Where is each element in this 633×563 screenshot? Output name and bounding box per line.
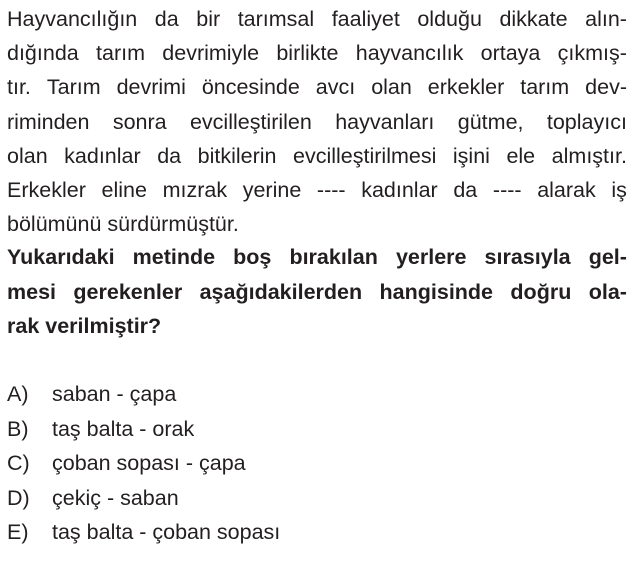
option-letter: E): [7, 520, 29, 545]
passage-line: dığında tarım devrimiyle birlikte hayvancılık ortaya çıkmış-: [7, 41, 627, 66]
option-letter: D): [7, 485, 30, 510]
passage-line: olan kadınlar da bitkilerin evcilleştirilmesi işini ele almıştır.: [7, 143, 627, 168]
option-letter: C): [7, 451, 30, 476]
passage-line: bölümünü sürdürmüştür.: [7, 212, 239, 237]
passage-line: Erkekler eline mızrak yerine ---- kadınlar da ---- alarak iş: [7, 177, 627, 202]
question-stem: [7, 240, 627, 344]
option-text: çekiç - saban: [52, 485, 179, 510]
passage-line: tır. Tarım devrimi öncesinde avcı olan erkekler tarım dev-: [7, 75, 627, 100]
option-text: taş balta - çoban sopası: [52, 520, 281, 545]
option-b[interactable]: [7, 412, 627, 447]
option-c[interactable]: [7, 446, 627, 481]
passage-text: [7, 2, 627, 241]
question-line: Yukarıdaki metinde boş bırakılan yerlere sırasıyla gel-: [7, 245, 627, 269]
option-letter: B): [7, 416, 29, 441]
option-text: saban - çapa: [52, 382, 177, 406]
passage-line: riminden sonra evcilleştirilen hayvanları gütme, toplayıcı: [7, 109, 627, 134]
option-text: taş balta - orak: [52, 416, 195, 441]
option-d[interactable]: [7, 481, 627, 516]
passage-line: Hayvancılığın da bir tarımsal faaliyet olduğu dikkate alın-: [7, 7, 627, 31]
option-letter: A): [7, 382, 29, 406]
option-a[interactable]: [7, 377, 627, 412]
option-text: çoban sopası - çapa: [52, 451, 246, 476]
answer-options: [7, 377, 627, 550]
option-e[interactable]: [7, 515, 627, 550]
question-line: rak verilmiştir?: [7, 314, 162, 338]
question-line: mesi gerekenler aşağıdakilerden hangisinde doğru ola-: [7, 279, 627, 304]
